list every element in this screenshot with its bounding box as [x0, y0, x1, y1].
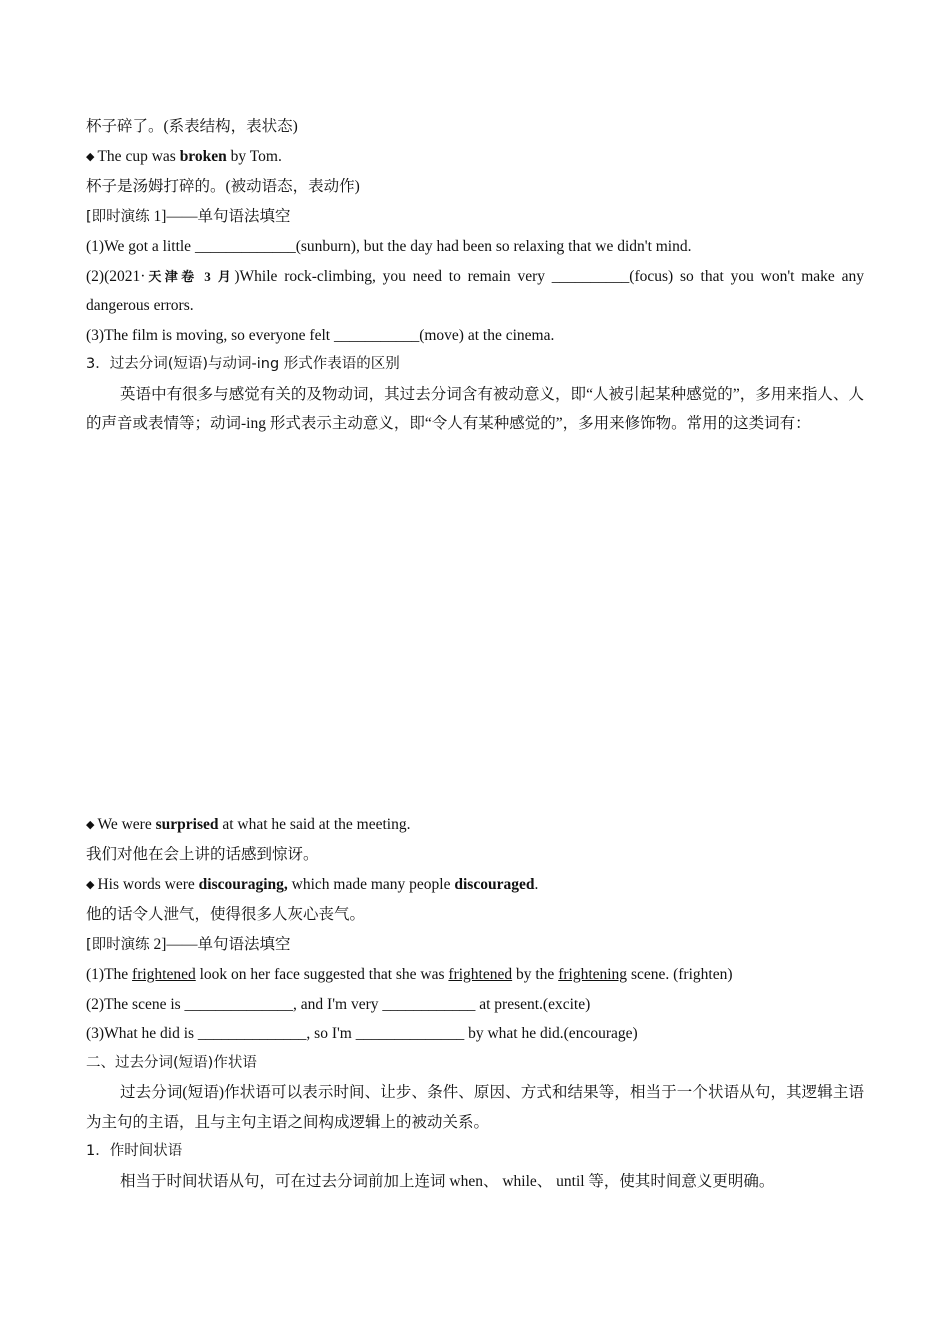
question-item: (1)We got a little _____________(sunburn), but the day had been so relaxing that we didn't mind.	[86, 238, 692, 255]
source-tag: 天津卷 3 月	[145, 268, 235, 284]
blank-area	[86, 439, 864, 810]
question-item: (3)The film is moving, so everyone felt ___________(move) at the cinema.	[86, 326, 555, 344]
section-heading: 3．过去分词(短语)与动词-ing 形式作表语的区别	[86, 356, 400, 372]
diamond-bullet-icon: ◆	[86, 878, 95, 891]
question-item: (2)The scene is ______________, and I'm very ____________ at present.(excite)	[86, 995, 591, 1013]
practice-header: [即时演练 2]——单句语法填空	[86, 935, 291, 953]
diamond-bullet-icon: ◆	[86, 150, 95, 163]
text-line: 他的话令人泄气，使得很多人灰心丧气。	[86, 906, 366, 923]
question-item: (3)What he did is ______________, so I'm ______________ by what he did.(encourage)	[86, 1025, 638, 1042]
example-sentence: ◆ The cup was broken by Tom.	[86, 147, 282, 165]
subsection-heading: 1．作时间状语	[86, 1143, 183, 1159]
question-item: (1)The frightened look on her face suggested that she was frightened by the frightening scene. (frighten)	[86, 966, 733, 983]
diamond-bullet-icon: ◆	[86, 818, 95, 831]
example-sentence: ◆ We were surprised at what he said at the meeting.	[86, 815, 411, 833]
text-line: 我们对他在会上讲的话感到惊讶。	[86, 846, 319, 863]
document-body	[86, 112, 864, 1196]
text-line: 杯子碎了。(系表结构，表状态)	[86, 118, 298, 135]
paragraph: 过去分词(短语)作状语可以表示时间、让步、条件、原因、方式和结果等，相当于一个状语从句，其逻辑主语为主句的主语，且与主句主语之间构成逻辑上的被动关系。	[86, 1084, 864, 1131]
question-item: (2)(2021·天津卷 3 月)While rock-climbing, you need to remain very __________(focus) so that you won't make any dangerous errors.	[86, 267, 864, 314]
text-line: 杯子是汤姆打碎的。(被动语态，表动作)	[86, 178, 360, 195]
practice-header: [即时演练 1]——单句语法填空	[86, 207, 291, 225]
section-heading: 二、过去分词(短语)作状语	[86, 1054, 257, 1071]
paragraph: 相当于时间状语从句，可在过去分词前加上连词 when、 while、 until 等，使其时间意义更明确。	[120, 1172, 775, 1190]
example-sentence: ◆ His words were discouraging, which made many people discouraged.	[86, 875, 539, 893]
paragraph: 英语中有很多与感觉有关的及物动词，其过去分词含有被动意义，即“人被引起某种感觉的”，多用来指人、人的声音或表情等；动词-ing 形式表示主动意义，即“令人有某种感觉的”，多用来修饰物。常用的这类词有：	[86, 385, 864, 432]
